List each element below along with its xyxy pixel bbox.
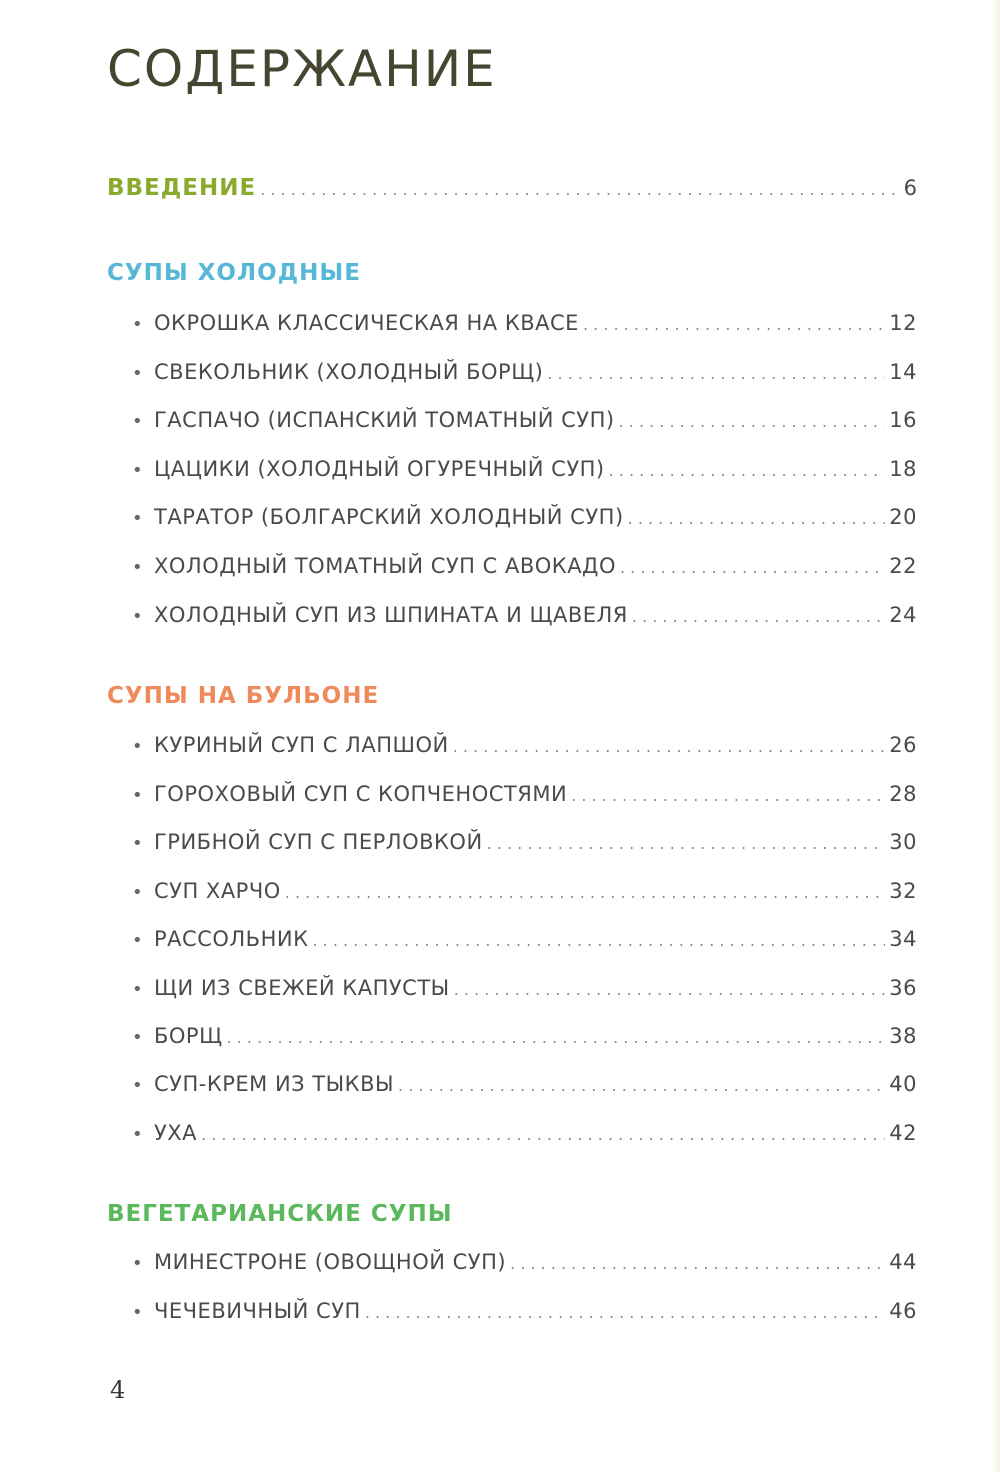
dot-leader [628, 509, 886, 528]
dot-leader [632, 607, 885, 626]
toc-entry[interactable] [132, 733, 917, 757]
dot-leader [571, 786, 885, 805]
toc-entry-label: СВЕКОЛЬНИК (ХОЛОДНЫЙ БОРЩ) [154, 360, 544, 384]
toc-entry-label: РАССОЛЬНИК [154, 927, 309, 951]
toc-entry-label: СУП-КРЕМ ИЗ ТЫКВЫ [154, 1072, 395, 1096]
toc-entry-label: ГОРОХОВЫЙ СУП С КОПЧЕНОСТЯМИ [154, 782, 568, 806]
section-heading-vegetarian-soups: ВЕГЕТАРИАНСКИЕ СУПЫ [107, 1201, 453, 1227]
dot-leader [227, 1028, 886, 1047]
toc-page-number: 32 [889, 879, 917, 903]
toc-page-number: 30 [889, 830, 917, 854]
dot-leader [313, 931, 886, 950]
bullet: • [132, 314, 144, 335]
dot-leader [620, 558, 885, 577]
bullet: • [132, 363, 144, 384]
toc-page-number: 6 [903, 176, 917, 200]
toc-entry-label: ЧЕЧЕВИЧНЫЙ СУП [154, 1299, 361, 1323]
bullet: • [132, 411, 144, 432]
bullet: • [132, 508, 144, 529]
dot-leader [453, 737, 886, 756]
bullet: • [132, 979, 144, 1000]
toc-page-number: 36 [889, 976, 917, 1000]
dot-leader [619, 412, 886, 431]
toc-intro-label: ВВЕДЕНИЕ [107, 175, 257, 201]
toc-entry[interactable] [132, 1072, 917, 1096]
toc-entry[interactable] [132, 1024, 917, 1048]
bullet: • [132, 1027, 144, 1048]
toc-entry[interactable] [132, 976, 917, 1000]
dot-leader [547, 364, 885, 383]
bullet: • [132, 833, 144, 854]
toc-page-number: 24 [889, 603, 917, 627]
toc-entry-label: КУРИНЫЙ СУП С ЛАПШОЙ [154, 733, 449, 757]
toc-entry[interactable] [132, 360, 917, 384]
toc-entry-label: ЦАЦИКИ (ХОЛОДНЫЙ ОГУРЕЧНЫЙ СУП) [154, 457, 605, 481]
bullet: • [132, 1075, 144, 1096]
bullet: • [132, 1302, 144, 1323]
bullet: • [132, 1253, 144, 1274]
dot-leader [398, 1076, 885, 1095]
toc-page-number: 26 [889, 733, 917, 757]
toc-page-number: 14 [889, 360, 917, 384]
toc-page-number: 12 [889, 311, 917, 335]
dot-leader [201, 1125, 885, 1144]
toc-page-number: 28 [889, 782, 917, 806]
bullet: • [132, 736, 144, 757]
toc-entry-label: ЩИ ИЗ СВЕЖЕЙ КАПУСТЫ [154, 976, 450, 1000]
toc-entry[interactable] [132, 408, 917, 432]
bullet: • [132, 460, 144, 481]
toc-page-number: 46 [889, 1299, 917, 1323]
toc-entry-label: СУП ХАРЧО [154, 879, 281, 903]
dot-leader [260, 180, 899, 199]
toc-entry[interactable] [132, 830, 917, 854]
section-heading-broth-soups: СУПЫ НА БУЛЬОНЕ [107, 683, 380, 709]
toc-entry[interactable] [132, 505, 917, 529]
toc-entry[interactable] [132, 603, 917, 627]
toc-entry[interactable] [132, 457, 917, 481]
toc-entry[interactable] [132, 782, 917, 806]
bullet: • [132, 882, 144, 903]
toc-page-number: 44 [889, 1250, 917, 1274]
bullet: • [132, 557, 144, 578]
toc-entry[interactable] [132, 1121, 917, 1145]
toc-page-number: 38 [889, 1024, 917, 1048]
toc-page-number: 34 [889, 927, 917, 951]
dot-leader [609, 461, 886, 480]
toc-entry[interactable] [132, 311, 917, 335]
toc-entry-label: УХА [154, 1121, 198, 1145]
toc-entry-label: ТАРАТОР (БОЛГАРСКИЙ ХОЛОДНЫЙ СУП) [154, 505, 624, 529]
page-edge-shadow [992, 0, 1000, 1472]
page-folio-number: 4 [110, 1376, 126, 1404]
toc-entry-label: ХОЛОДНЫЙ СУП ИЗ ШПИНАТА И ЩАВЕЛЯ [154, 603, 628, 627]
toc-page-number: 20 [889, 505, 917, 529]
toc-entry[interactable] [132, 927, 917, 951]
dot-leader [454, 980, 886, 999]
toc-page-number: 22 [889, 554, 917, 578]
bullet: • [132, 930, 144, 951]
toc-entry-label: ГРИБНОЙ СУП С ПЕРЛОВКОЙ [154, 830, 483, 854]
toc-entry[interactable] [132, 1299, 917, 1323]
dot-leader [285, 883, 885, 902]
toc-page-number: 42 [889, 1121, 917, 1145]
bullet: • [132, 1124, 144, 1145]
dot-leader [510, 1254, 885, 1273]
toc-entry-label: ОКРОШКА КЛАССИЧЕСКАЯ НА КВАСЕ [154, 311, 579, 335]
toc-entry[interactable] [132, 554, 917, 578]
dot-leader [365, 1303, 885, 1322]
toc-entry[interactable] [132, 879, 917, 903]
dot-leader [583, 315, 885, 334]
toc-entry-label: ХОЛОДНЫЙ ТОМАТНЫЙ СУП С АВОКАДО [154, 554, 616, 578]
page-title: СОДЕРЖАНИЕ [107, 40, 497, 98]
toc-entry-label: БОРЩ [154, 1024, 223, 1048]
bullet: • [132, 785, 144, 806]
toc-entry-label: ГАСПАЧО (ИСПАНСКИЙ ТОМАТНЫЙ СУП) [154, 408, 615, 432]
toc-entry-intro[interactable] [107, 175, 917, 201]
toc-entry-label: МИНЕСТРОНЕ (ОВОЩНОЙ СУП) [154, 1250, 507, 1274]
section-heading-cold-soups: СУПЫ ХОЛОДНЫЕ [107, 260, 361, 286]
toc-page-number: 40 [889, 1072, 917, 1096]
toc-entry[interactable] [132, 1250, 917, 1274]
dot-leader [487, 834, 886, 853]
toc-page-number: 18 [889, 457, 917, 481]
bullet: • [132, 606, 144, 627]
toc-page-number: 16 [889, 408, 917, 432]
